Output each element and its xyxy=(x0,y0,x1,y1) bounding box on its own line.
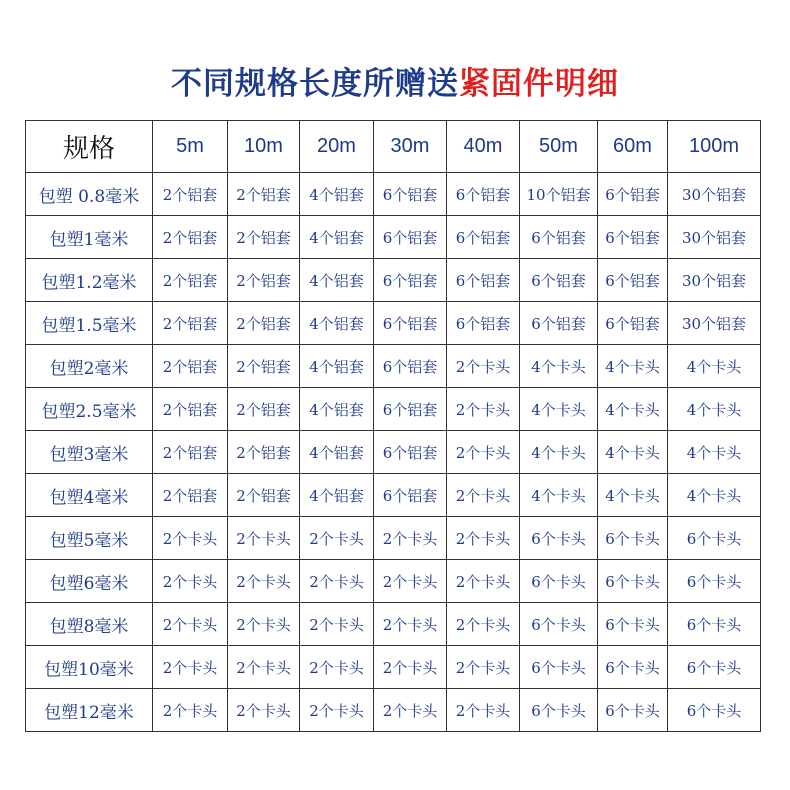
table-cell: 6个铝套 xyxy=(374,388,447,431)
table-cell: 4个卡头 xyxy=(668,388,761,431)
table-cell: 6个卡头 xyxy=(598,603,668,646)
table-cell: 30个铝套 xyxy=(668,259,761,302)
table-cell: 2个卡头 xyxy=(374,560,447,603)
table-row xyxy=(26,689,761,732)
table-cell: 2个铝套 xyxy=(153,345,228,388)
table-cell: 4个铝套 xyxy=(300,345,374,388)
table-row xyxy=(26,431,761,474)
table-row xyxy=(26,345,761,388)
table-cell: 2个卡头 xyxy=(447,560,520,603)
table-cell: 6个铝套 xyxy=(374,345,447,388)
table-cell: 2个卡头 xyxy=(153,560,228,603)
table-cell: 6个铝套 xyxy=(598,216,668,259)
table-cell: 6个卡头 xyxy=(520,646,598,689)
table-cell: 6个卡头 xyxy=(520,689,598,732)
table-cell: 2个铝套 xyxy=(153,302,228,345)
table-cell: 6个卡头 xyxy=(668,646,761,689)
column-header: 100m xyxy=(668,121,761,173)
row-label: 包塑 0.8毫米 xyxy=(26,173,153,216)
table-cell: 2个铝套 xyxy=(153,388,228,431)
table-cell: 2个卡头 xyxy=(228,560,300,603)
table-row xyxy=(26,474,761,517)
table-cell: 2个卡头 xyxy=(447,388,520,431)
table-cell: 6个铝套 xyxy=(598,302,668,345)
table-cell: 4个铝套 xyxy=(300,259,374,302)
table-cell: 6个铝套 xyxy=(520,216,598,259)
table-cell: 2个卡头 xyxy=(228,646,300,689)
row-label: 包塑10毫米 xyxy=(26,646,153,689)
fastener-spec-table xyxy=(25,120,761,732)
page-title xyxy=(0,58,790,103)
table-cell: 30个铝套 xyxy=(668,216,761,259)
table-cell: 2个铝套 xyxy=(228,345,300,388)
table-cell: 2个卡头 xyxy=(447,431,520,474)
table-cell: 2个卡头 xyxy=(300,603,374,646)
table-cell: 6个卡头 xyxy=(520,603,598,646)
table-cell: 2个卡头 xyxy=(447,646,520,689)
table-row xyxy=(26,517,761,560)
table-cell: 4个卡头 xyxy=(598,388,668,431)
table-cell: 4个铝套 xyxy=(300,388,374,431)
table-cell: 2个卡头 xyxy=(300,560,374,603)
row-label: 包塑6毫米 xyxy=(26,560,153,603)
table-cell: 4个卡头 xyxy=(598,345,668,388)
table-cell: 6个铝套 xyxy=(374,302,447,345)
table-cell: 2个卡头 xyxy=(447,517,520,560)
table-cell: 4个卡头 xyxy=(598,474,668,517)
table-cell: 2个卡头 xyxy=(300,646,374,689)
table-cell: 2个铝套 xyxy=(228,173,300,216)
table-cell: 2个铝套 xyxy=(228,474,300,517)
table-cell: 4个卡头 xyxy=(520,388,598,431)
table-body xyxy=(26,173,761,732)
table-cell: 6个卡头 xyxy=(598,560,668,603)
table-row xyxy=(26,259,761,302)
table-cell: 2个卡头 xyxy=(447,603,520,646)
table-row xyxy=(26,173,761,216)
table-cell: 2个卡头 xyxy=(447,689,520,732)
table-cell: 2个卡头 xyxy=(300,689,374,732)
table-cell: 2个铝套 xyxy=(153,431,228,474)
table-cell: 6个卡头 xyxy=(598,646,668,689)
row-label: 包塑4毫米 xyxy=(26,474,153,517)
table-cell: 6个铝套 xyxy=(374,216,447,259)
table-cell: 2个铝套 xyxy=(228,388,300,431)
table-cell: 2个卡头 xyxy=(153,517,228,560)
table-cell: 6个铝套 xyxy=(598,173,668,216)
table-row xyxy=(26,302,761,345)
row-label: 包塑12毫米 xyxy=(26,689,153,732)
table-cell: 4个卡头 xyxy=(668,431,761,474)
column-header: 20m xyxy=(300,121,374,173)
table-cell: 4个铝套 xyxy=(300,431,374,474)
table-header-row xyxy=(26,121,761,173)
table-cell: 2个卡头 xyxy=(374,646,447,689)
table-cell: 6个铝套 xyxy=(447,302,520,345)
table-cell: 2个卡头 xyxy=(447,345,520,388)
column-header: 60m xyxy=(598,121,668,173)
table-cell: 2个铝套 xyxy=(228,431,300,474)
column-header: 5m xyxy=(153,121,228,173)
table-cell: 4个铝套 xyxy=(300,173,374,216)
table-cell: 6个卡头 xyxy=(668,560,761,603)
row-label: 包塑2毫米 xyxy=(26,345,153,388)
table-cell: 6个卡头 xyxy=(668,689,761,732)
table-cell: 4个铝套 xyxy=(300,474,374,517)
table-cell: 2个卡头 xyxy=(153,646,228,689)
table-cell: 6个铝套 xyxy=(374,474,447,517)
table-cell: 6个卡头 xyxy=(598,689,668,732)
table-cell: 6个卡头 xyxy=(598,517,668,560)
table-cell: 2个卡头 xyxy=(300,517,374,560)
table-cell: 2个卡头 xyxy=(228,603,300,646)
table-cell: 6个铝套 xyxy=(447,173,520,216)
table-cell: 2个卡头 xyxy=(153,689,228,732)
column-header: 50m xyxy=(520,121,598,173)
table-cell: 4个卡头 xyxy=(520,431,598,474)
table-row xyxy=(26,646,761,689)
column-header: 30m xyxy=(374,121,447,173)
table-cell: 2个卡头 xyxy=(228,689,300,732)
table-row xyxy=(26,216,761,259)
table-cell: 30个铝套 xyxy=(668,302,761,345)
row-label: 包塑1毫米 xyxy=(26,216,153,259)
corner-header: 规格 xyxy=(26,121,153,173)
table-cell: 4个卡头 xyxy=(520,474,598,517)
table-cell: 2个铝套 xyxy=(153,474,228,517)
table-cell: 2个卡头 xyxy=(153,603,228,646)
column-header: 10m xyxy=(228,121,300,173)
table-cell: 2个铝套 xyxy=(228,216,300,259)
table-cell: 2个卡头 xyxy=(447,474,520,517)
row-label: 包塑2.5毫米 xyxy=(26,388,153,431)
table-row xyxy=(26,388,761,431)
table-cell: 4个卡头 xyxy=(668,474,761,517)
row-label: 包塑1.2毫米 xyxy=(26,259,153,302)
table-cell: 4个铝套 xyxy=(300,216,374,259)
table-cell: 2个卡头 xyxy=(374,689,447,732)
table-cell: 6个铝套 xyxy=(447,216,520,259)
row-label: 包塑3毫米 xyxy=(26,431,153,474)
table-cell: 6个铝套 xyxy=(374,173,447,216)
table-cell: 4个卡头 xyxy=(598,431,668,474)
table-cell: 6个铝套 xyxy=(374,259,447,302)
table-cell: 2个铝套 xyxy=(228,302,300,345)
table-cell: 4个卡头 xyxy=(668,345,761,388)
table-cell: 4个铝套 xyxy=(300,302,374,345)
table-cell: 30个铝套 xyxy=(668,173,761,216)
table-cell: 4个卡头 xyxy=(520,345,598,388)
table-row xyxy=(26,603,761,646)
table-cell: 2个铝套 xyxy=(153,259,228,302)
table-cell: 6个卡头 xyxy=(668,517,761,560)
table-cell: 2个铝套 xyxy=(153,173,228,216)
table-row xyxy=(26,560,761,603)
row-label: 包塑8毫米 xyxy=(26,603,153,646)
table-cell: 2个铝套 xyxy=(228,259,300,302)
column-header: 40m xyxy=(447,121,520,173)
table-cell: 2个卡头 xyxy=(228,517,300,560)
table-cell: 6个铝套 xyxy=(447,259,520,302)
title-main: 不同规格长度所赠送 xyxy=(171,66,459,102)
table-cell: 2个铝套 xyxy=(153,216,228,259)
table-cell: 6个卡头 xyxy=(668,603,761,646)
table-cell: 6个卡头 xyxy=(520,560,598,603)
table-cell: 2个卡头 xyxy=(374,517,447,560)
table-cell: 6个铝套 xyxy=(520,259,598,302)
table-cell: 6个铝套 xyxy=(374,431,447,474)
row-label: 包塑1.5毫米 xyxy=(26,302,153,345)
table-cell: 6个卡头 xyxy=(520,517,598,560)
table-cell: 6个铝套 xyxy=(598,259,668,302)
table-cell: 10个铝套 xyxy=(520,173,598,216)
table-cell: 6个铝套 xyxy=(520,302,598,345)
table-cell: 2个卡头 xyxy=(374,603,447,646)
title-accent: 紧固件明细 xyxy=(459,66,619,102)
row-label: 包塑5毫米 xyxy=(26,517,153,560)
